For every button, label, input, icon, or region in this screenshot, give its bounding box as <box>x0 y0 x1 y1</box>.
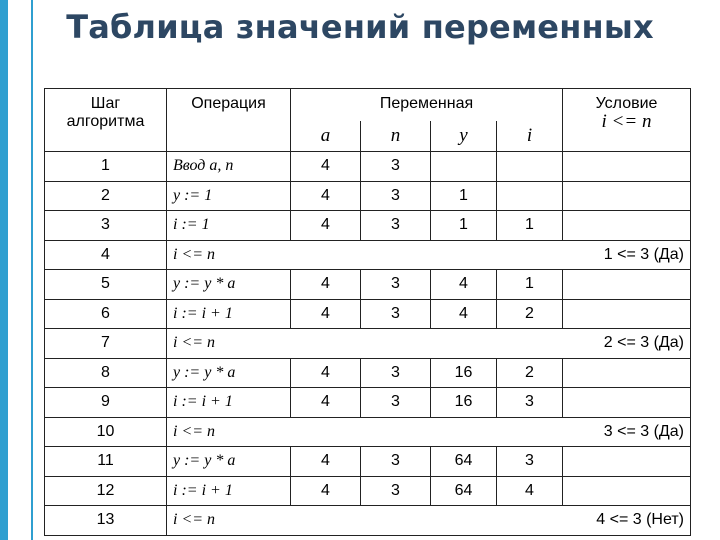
var-a-header: a <box>291 121 361 152</box>
condition-cell: 1 <= 3 (Да) <box>563 240 691 270</box>
var-a-cell <box>291 417 361 447</box>
table-row <box>45 181 691 211</box>
condition-header <box>563 89 691 152</box>
var-i-cell <box>497 506 563 536</box>
step-cell: 13 <box>45 506 167 536</box>
page-title: Таблица значений переменных <box>66 8 654 46</box>
var-n-cell: 3 <box>361 152 431 182</box>
table-row <box>45 211 691 241</box>
table-row <box>45 447 691 477</box>
var-n-cell <box>361 506 431 536</box>
var-y-cell: 64 <box>431 447 497 477</box>
condition-cell <box>563 388 691 418</box>
var-y-cell: 4 <box>431 270 497 300</box>
step-cell: 9 <box>45 388 167 418</box>
operation-cell: i <= n <box>167 240 291 270</box>
header-row-1 <box>45 89 691 122</box>
operation-cell: i := i + 1 <box>167 388 291 418</box>
operation-cell: i <= n <box>167 506 291 536</box>
step-cell: 4 <box>45 240 167 270</box>
step-header-label: Шаг алгоритма <box>66 95 145 130</box>
var-i-cell: 4 <box>497 476 563 506</box>
step-cell: 8 <box>45 358 167 388</box>
operation-cell: y := y * a <box>167 270 291 300</box>
var-y-cell <box>431 506 497 536</box>
table-body <box>45 89 691 536</box>
table-row <box>45 388 691 418</box>
operation-cell: y := y * a <box>167 447 291 477</box>
step-cell: 1 <box>45 152 167 182</box>
accent-line <box>31 0 33 540</box>
var-n-cell: 3 <box>361 388 431 418</box>
condition-cell <box>563 447 691 477</box>
operation-cell: i := 1 <box>167 211 291 241</box>
var-a-cell: 4 <box>291 447 361 477</box>
step-cell: 5 <box>45 270 167 300</box>
var-a-cell <box>291 329 361 359</box>
operation-cell: i <= n <box>167 329 291 359</box>
values-table <box>44 88 691 536</box>
var-y-cell: 64 <box>431 476 497 506</box>
var-n-header: n <box>361 121 431 152</box>
var-i-cell <box>497 329 563 359</box>
var-n-cell: 3 <box>361 181 431 211</box>
condition-cell <box>563 211 691 241</box>
table-row <box>45 329 691 359</box>
condition-cell: 2 <= 3 (Да) <box>563 329 691 359</box>
condition-header-expression: i <= n <box>601 111 652 132</box>
var-y-cell: 1 <box>431 211 497 241</box>
var-i-cell <box>497 152 563 182</box>
var-y-cell <box>431 329 497 359</box>
step-cell: 2 <box>45 181 167 211</box>
operation-cell: i <= n <box>167 417 291 447</box>
step-cell: 10 <box>45 417 167 447</box>
var-n-cell: 3 <box>361 270 431 300</box>
step-cell: 7 <box>45 329 167 359</box>
var-y-cell <box>431 152 497 182</box>
var-a-cell: 4 <box>291 211 361 241</box>
table-row <box>45 476 691 506</box>
var-i-cell: 3 <box>497 388 563 418</box>
condition-cell <box>563 299 691 329</box>
var-y-cell <box>431 417 497 447</box>
var-a-cell <box>291 240 361 270</box>
var-n-cell: 3 <box>361 211 431 241</box>
condition-cell <box>563 358 691 388</box>
operation-cell: y := y * a <box>167 358 291 388</box>
step-header <box>45 89 167 152</box>
var-y-cell: 4 <box>431 299 497 329</box>
step-cell: 3 <box>45 211 167 241</box>
table-row <box>45 299 691 329</box>
left-margin-strip <box>8 0 32 540</box>
var-y-cell: 1 <box>431 181 497 211</box>
var-i-cell: 2 <box>497 299 563 329</box>
var-i-cell <box>497 417 563 447</box>
step-cell: 11 <box>45 447 167 477</box>
var-a-cell <box>291 506 361 536</box>
var-n-cell: 3 <box>361 299 431 329</box>
condition-cell <box>563 476 691 506</box>
var-y-header: y <box>431 121 497 152</box>
condition-cell <box>563 152 691 182</box>
var-y-cell: 16 <box>431 388 497 418</box>
condition-cell: 4 <= 3 (Нет) <box>563 506 691 536</box>
condition-cell: 3 <= 3 (Да) <box>563 417 691 447</box>
var-n-cell: 3 <box>361 447 431 477</box>
operation-cell: y := 1 <box>167 181 291 211</box>
var-n-cell <box>361 417 431 447</box>
var-y-cell <box>431 240 497 270</box>
table-row <box>45 152 691 182</box>
var-i-cell: 3 <box>497 447 563 477</box>
table-row <box>45 506 691 536</box>
var-n-cell: 3 <box>361 358 431 388</box>
var-i-cell: 2 <box>497 358 563 388</box>
step-cell: 6 <box>45 299 167 329</box>
step-cell: 12 <box>45 476 167 506</box>
var-a-cell: 4 <box>291 299 361 329</box>
operation-cell: i := i + 1 <box>167 299 291 329</box>
operation-cell: i := i + 1 <box>167 476 291 506</box>
variable-header: Переменная <box>291 89 563 122</box>
var-y-cell: 16 <box>431 358 497 388</box>
var-n-cell <box>361 240 431 270</box>
var-i-cell <box>497 240 563 270</box>
var-a-cell: 4 <box>291 476 361 506</box>
condition-header-label: Условие <box>595 95 658 112</box>
var-a-cell: 4 <box>291 270 361 300</box>
var-i-header: i <box>497 121 563 152</box>
var-a-cell: 4 <box>291 181 361 211</box>
condition-cell <box>563 181 691 211</box>
table-row <box>45 358 691 388</box>
operation-header: Операция <box>167 89 291 152</box>
var-a-cell: 4 <box>291 388 361 418</box>
var-i-cell <box>497 181 563 211</box>
table-row <box>45 270 691 300</box>
operation-cell: Ввод a, n <box>167 152 291 182</box>
condition-cell <box>563 270 691 300</box>
var-n-cell <box>361 329 431 359</box>
var-a-cell: 4 <box>291 152 361 182</box>
table-row <box>45 240 691 270</box>
var-n-cell: 3 <box>361 476 431 506</box>
var-a-cell: 4 <box>291 358 361 388</box>
var-i-cell: 1 <box>497 211 563 241</box>
table-row <box>45 417 691 447</box>
var-i-cell: 1 <box>497 270 563 300</box>
accent-bar <box>0 0 8 540</box>
